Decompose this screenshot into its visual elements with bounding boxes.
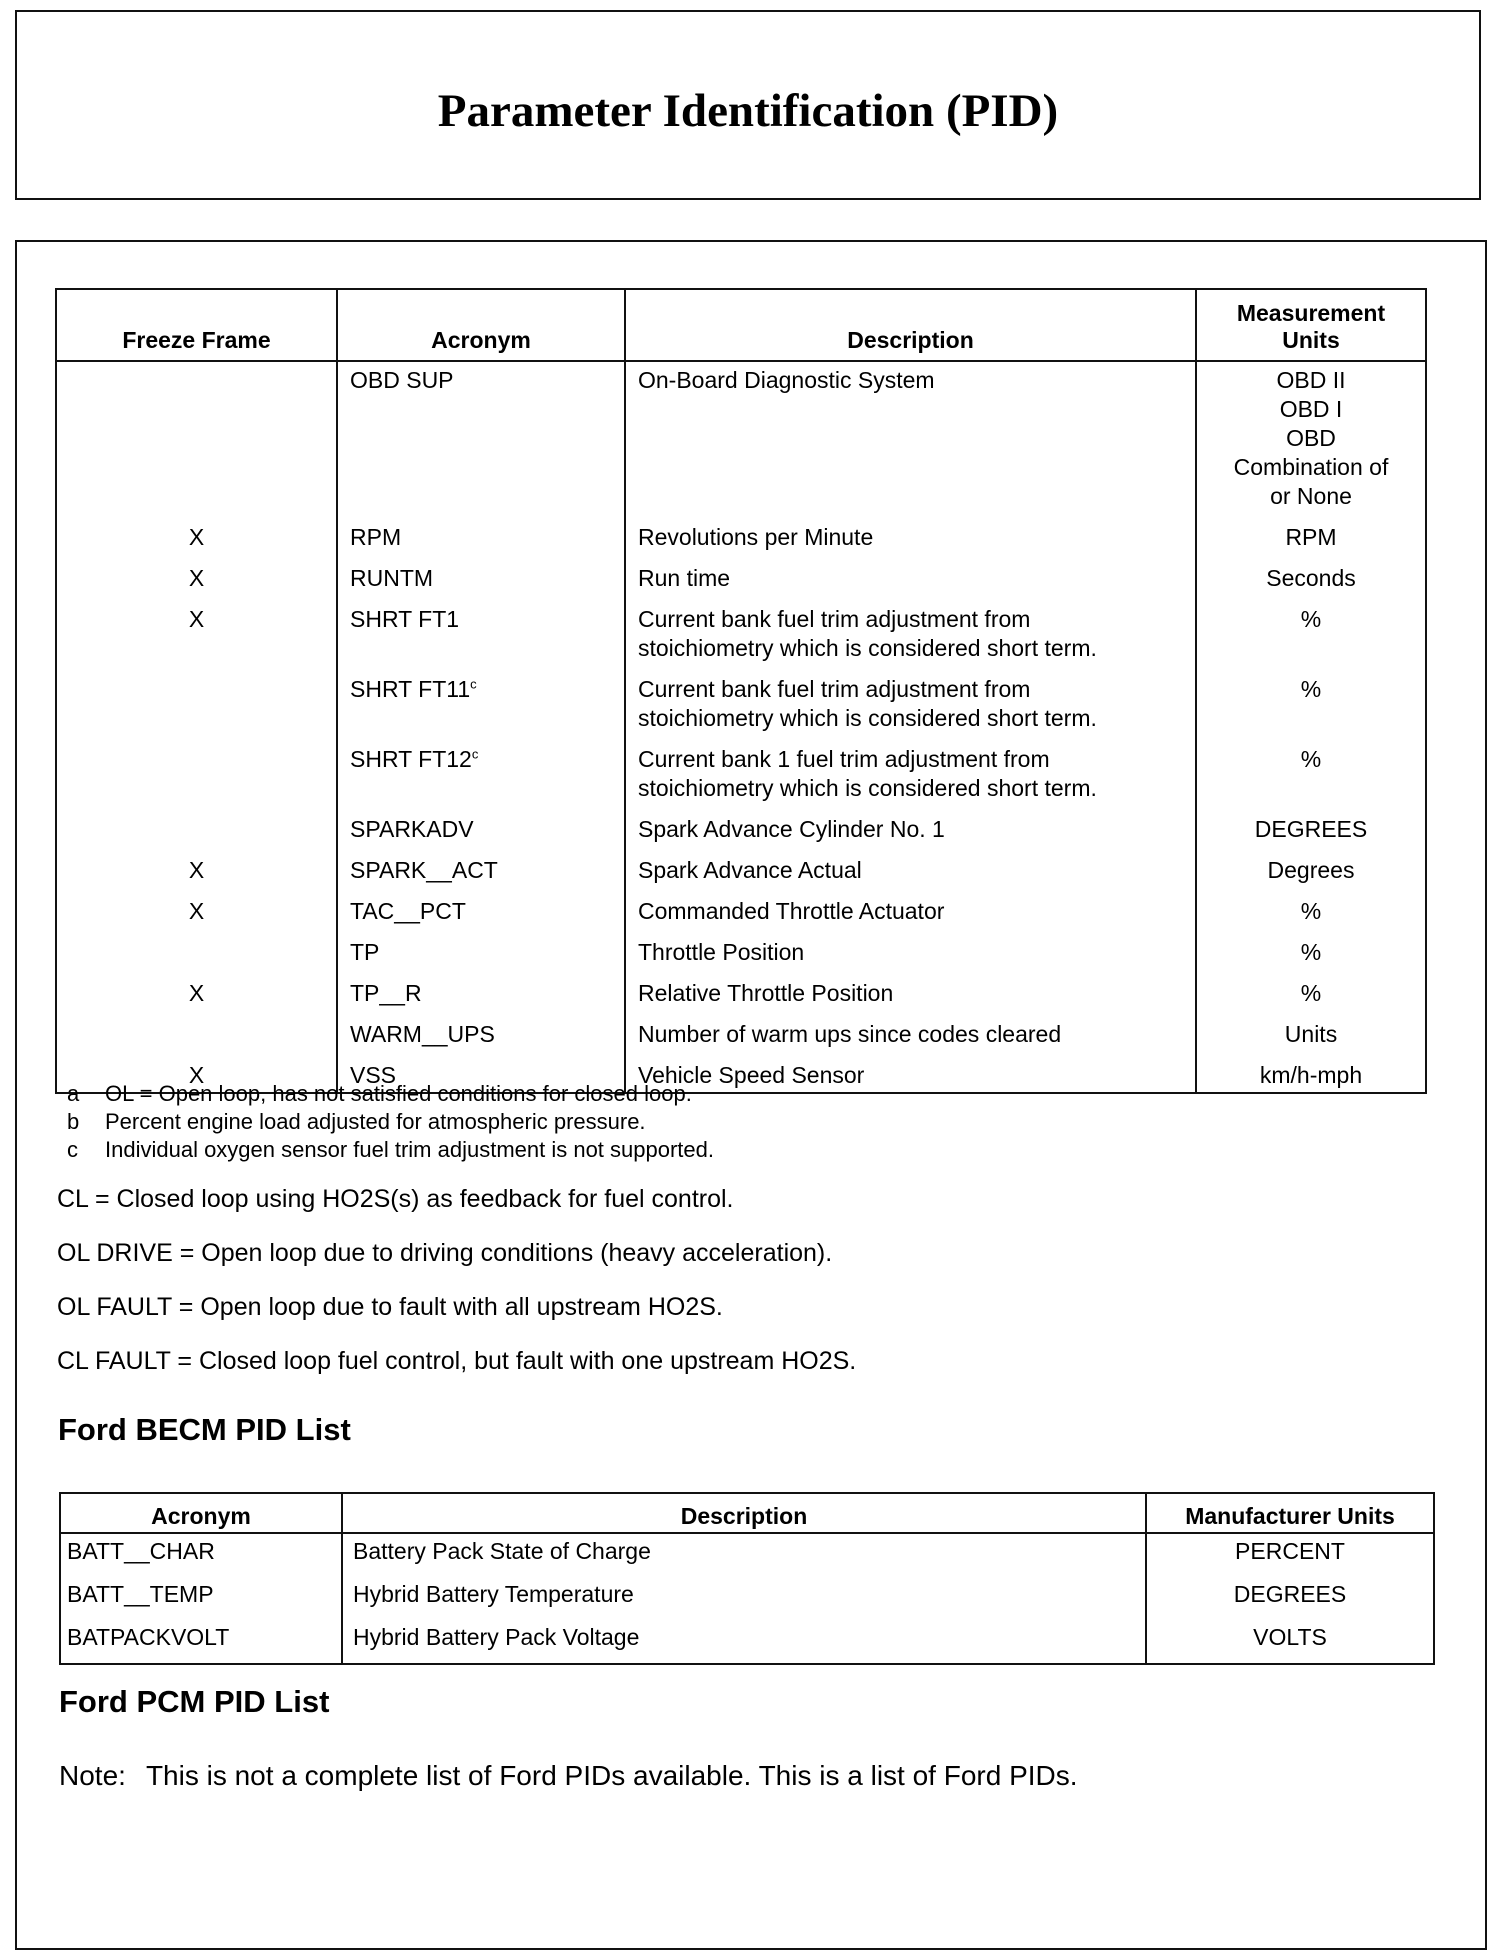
footnote-item bbox=[67, 1108, 714, 1136]
acronym-text: SPARK__ACT bbox=[350, 857, 498, 883]
description-cell bbox=[625, 1019, 1196, 1060]
freeze-frame-cell bbox=[56, 814, 337, 855]
footnote-text: Percent engine load adjusted for atmospheric pressure. bbox=[105, 1109, 646, 1134]
units-line: % bbox=[1300, 980, 1322, 1006]
becm-header-acronym: Acronym bbox=[60, 1493, 342, 1533]
becm-description-cell: Hybrid Battery Pack Voltage bbox=[342, 1620, 1146, 1664]
acronym-text: SHRT FT1 bbox=[350, 606, 460, 632]
units-cell bbox=[1196, 1019, 1426, 1060]
units-line: Seconds bbox=[1266, 565, 1356, 591]
description-line: Spark Advance Actual bbox=[638, 857, 862, 883]
table-row bbox=[60, 1620, 1434, 1664]
acronym-text: SHRT FT12 bbox=[350, 746, 472, 772]
acronym-cell bbox=[337, 937, 625, 978]
acronym-cell bbox=[337, 855, 625, 896]
units-line: or None bbox=[1270, 483, 1352, 509]
freeze-frame-cell: X bbox=[56, 855, 337, 896]
acronym-cell bbox=[337, 744, 625, 814]
acronym-text: VSS bbox=[350, 1062, 397, 1088]
title-box bbox=[15, 10, 1481, 200]
units-cell bbox=[1196, 896, 1426, 937]
acronym-cell bbox=[337, 674, 625, 744]
becm-units-cell: VOLTS bbox=[1146, 1620, 1434, 1664]
units-line: % bbox=[1300, 746, 1322, 772]
loop-definitions bbox=[57, 1185, 856, 1401]
definition-line: OL DRIVE = Open loop due to driving conditions (heavy acceleration). bbox=[57, 1239, 833, 1267]
table-row bbox=[56, 361, 1426, 522]
header-acronym: Acronym bbox=[337, 289, 625, 361]
pcm-note-text: This is not a complete list of Ford PIDs available. This is a list of Ford PIDs. bbox=[145, 1760, 1078, 1791]
units-cell bbox=[1196, 937, 1426, 978]
description-line: Relative Throttle Position bbox=[638, 980, 894, 1006]
pcm-heading: Ford PCM PID List bbox=[59, 1684, 330, 1719]
pid-table bbox=[55, 288, 1427, 1094]
acronym-text: TP__R bbox=[350, 980, 422, 1006]
table-row bbox=[56, 896, 1426, 937]
table-row bbox=[60, 1533, 1434, 1577]
description-cell bbox=[625, 674, 1196, 744]
becm-units-cell: PERCENT bbox=[1146, 1533, 1434, 1577]
table-row bbox=[56, 674, 1426, 744]
table-row bbox=[56, 604, 1426, 674]
table-row bbox=[56, 744, 1426, 814]
units-cell bbox=[1196, 674, 1426, 744]
description-line: Spark Advance Cylinder No. 1 bbox=[638, 816, 945, 842]
becm-description-cell: Hybrid Battery Temperature bbox=[342, 1577, 1146, 1620]
description-line: Current bank 1 fuel trim adjustment from bbox=[638, 746, 1050, 772]
units-line: Combination of bbox=[1233, 454, 1389, 480]
table-row bbox=[60, 1577, 1434, 1620]
pid-table-body bbox=[56, 361, 1426, 1093]
units-cell bbox=[1196, 814, 1426, 855]
description-cell bbox=[625, 855, 1196, 896]
description-line: Current bank fuel trim adjustment from bbox=[638, 676, 1031, 702]
units-cell bbox=[1196, 744, 1426, 814]
freeze-frame-cell: X bbox=[56, 522, 337, 563]
header-description: Description bbox=[625, 289, 1196, 361]
becm-units-cell: DEGREES bbox=[1146, 1577, 1434, 1620]
footnotes bbox=[67, 1080, 714, 1164]
description-line: stoichiometry which is considered short term. bbox=[638, 705, 1097, 731]
table-row bbox=[56, 937, 1426, 978]
acronym-text: TP bbox=[350, 939, 380, 965]
definition-line: CL FAULT = Closed loop fuel control, but fault with one upstream HO2S. bbox=[57, 1347, 857, 1375]
description-cell bbox=[625, 522, 1196, 563]
units-line: OBD bbox=[1286, 425, 1336, 451]
acronym-cell bbox=[337, 978, 625, 1019]
acronym-cell bbox=[337, 896, 625, 937]
definition-line: CL = Closed loop using HO2S(s) as feedback for fuel control. bbox=[57, 1185, 734, 1213]
description-cell bbox=[625, 937, 1196, 978]
freeze-frame-cell: X bbox=[56, 896, 337, 937]
description-line: Vehicle Speed Sensor bbox=[638, 1062, 865, 1088]
becm-description-cell: Battery Pack State of Charge bbox=[342, 1533, 1146, 1577]
becm-table-body bbox=[60, 1533, 1434, 1664]
freeze-frame-cell: X bbox=[56, 1060, 337, 1093]
table-row bbox=[56, 814, 1426, 855]
table-row bbox=[56, 978, 1426, 1019]
table-row bbox=[56, 522, 1426, 563]
becm-table bbox=[59, 1492, 1435, 1665]
freeze-frame-cell bbox=[56, 937, 337, 978]
acronym-text: OBD SUP bbox=[350, 367, 454, 393]
description-line: Number of warm ups since codes cleared bbox=[638, 1021, 1062, 1047]
becm-heading: Ford BECM PID List bbox=[58, 1412, 351, 1447]
footnote-item bbox=[67, 1080, 714, 1108]
freeze-frame-cell: X bbox=[56, 978, 337, 1019]
content-box bbox=[15, 240, 1487, 1950]
units-cell bbox=[1196, 361, 1426, 522]
header-units-line2: Units bbox=[1282, 327, 1340, 353]
footnote-text: Individual oxygen sensor fuel trim adjustment is not supported. bbox=[105, 1137, 714, 1162]
acronym-cell bbox=[337, 1019, 625, 1060]
pcm-note-label: Note: bbox=[59, 1760, 126, 1791]
table-row bbox=[56, 563, 1426, 604]
freeze-frame-cell bbox=[56, 361, 337, 522]
description-line: Run time bbox=[638, 565, 731, 591]
units-line: Degrees bbox=[1267, 857, 1355, 883]
footnote-item bbox=[67, 1136, 714, 1164]
pid-table-header-row bbox=[56, 289, 1426, 361]
description-cell bbox=[625, 604, 1196, 674]
becm-acronym-cell: BATPACKVOLT bbox=[60, 1620, 342, 1664]
description-line: Throttle Position bbox=[638, 939, 805, 965]
acronym-cell bbox=[337, 563, 625, 604]
freeze-frame-cell: X bbox=[56, 563, 337, 604]
footnote-marker: c bbox=[470, 676, 477, 692]
units-line: km/h-mph bbox=[1259, 1062, 1363, 1088]
footnote-marker: c bbox=[471, 746, 479, 762]
units-line: % bbox=[1300, 898, 1322, 924]
units-line: Units bbox=[1284, 1021, 1338, 1047]
header-measurement-units bbox=[1196, 289, 1426, 361]
acronym-cell bbox=[337, 361, 625, 522]
freeze-frame-cell: X bbox=[56, 604, 337, 674]
units-cell bbox=[1196, 855, 1426, 896]
footnote-key: a bbox=[67, 1081, 80, 1106]
units-line: RPM bbox=[1285, 524, 1337, 550]
definition-line: OL FAULT = Open loop due to fault with all upstream HO2S. bbox=[57, 1293, 723, 1321]
table-row bbox=[56, 855, 1426, 896]
header-freeze-frame: Freeze Frame bbox=[56, 289, 337, 361]
units-line: OBD I bbox=[1279, 396, 1343, 422]
units-line: DEGREES bbox=[1254, 816, 1368, 842]
description-line: stoichiometry which is considered short term. bbox=[638, 775, 1097, 801]
footnote-text: OL = Open loop, has not satisfied conditions for closed loop. bbox=[105, 1081, 692, 1106]
units-cell bbox=[1196, 978, 1426, 1019]
header-units-line1: Measurement bbox=[1236, 300, 1386, 326]
becm-acronym-cell: BATT__TEMP bbox=[60, 1577, 342, 1620]
description-line: stoichiometry which is considered short term. bbox=[638, 635, 1097, 661]
units-line: OBD II bbox=[1276, 367, 1346, 393]
freeze-frame-cell bbox=[56, 674, 337, 744]
units-cell bbox=[1196, 604, 1426, 674]
units-cell bbox=[1196, 522, 1426, 563]
acronym-text: TAC__PCT bbox=[350, 898, 466, 924]
acronym-text: SHRT FT11 bbox=[350, 676, 471, 702]
acronym-cell bbox=[337, 604, 625, 674]
page-title: Parameter Identification (PID) bbox=[437, 85, 1059, 137]
units-line: % bbox=[1300, 939, 1322, 965]
acronym-text: RPM bbox=[350, 524, 402, 550]
description-cell bbox=[625, 814, 1196, 855]
units-line: % bbox=[1300, 676, 1322, 702]
becm-header-description: Description bbox=[342, 1493, 1146, 1533]
description-line: Commanded Throttle Actuator bbox=[638, 898, 945, 924]
units-line: % bbox=[1300, 606, 1322, 632]
description-cell bbox=[625, 744, 1196, 814]
acronym-text: SPARKADV bbox=[350, 816, 474, 842]
table-row bbox=[56, 1019, 1426, 1060]
units-cell bbox=[1196, 563, 1426, 604]
pcm-note bbox=[59, 1760, 1078, 1792]
footnote-key: c bbox=[67, 1137, 78, 1162]
description-cell bbox=[625, 978, 1196, 1019]
freeze-frame-cell bbox=[56, 1019, 337, 1060]
acronym-text: RUNTM bbox=[350, 565, 434, 591]
becm-acronym-cell: BATT__CHAR bbox=[60, 1533, 342, 1577]
description-line: Current bank fuel trim adjustment from bbox=[638, 606, 1031, 632]
becm-table-header-row bbox=[60, 1493, 1434, 1533]
becm-header-units: Manufacturer Units bbox=[1146, 1493, 1434, 1533]
acronym-text: WARM__UPS bbox=[350, 1021, 495, 1047]
description-cell bbox=[625, 563, 1196, 604]
footnote-key: b bbox=[67, 1109, 80, 1134]
units-cell bbox=[1196, 1060, 1426, 1093]
description-line: On-Board Diagnostic System bbox=[638, 367, 935, 393]
acronym-cell bbox=[337, 814, 625, 855]
freeze-frame-cell bbox=[56, 744, 337, 814]
description-cell bbox=[625, 896, 1196, 937]
description-cell bbox=[625, 361, 1196, 522]
acronym-cell bbox=[337, 522, 625, 563]
description-line: Revolutions per Minute bbox=[638, 524, 874, 550]
